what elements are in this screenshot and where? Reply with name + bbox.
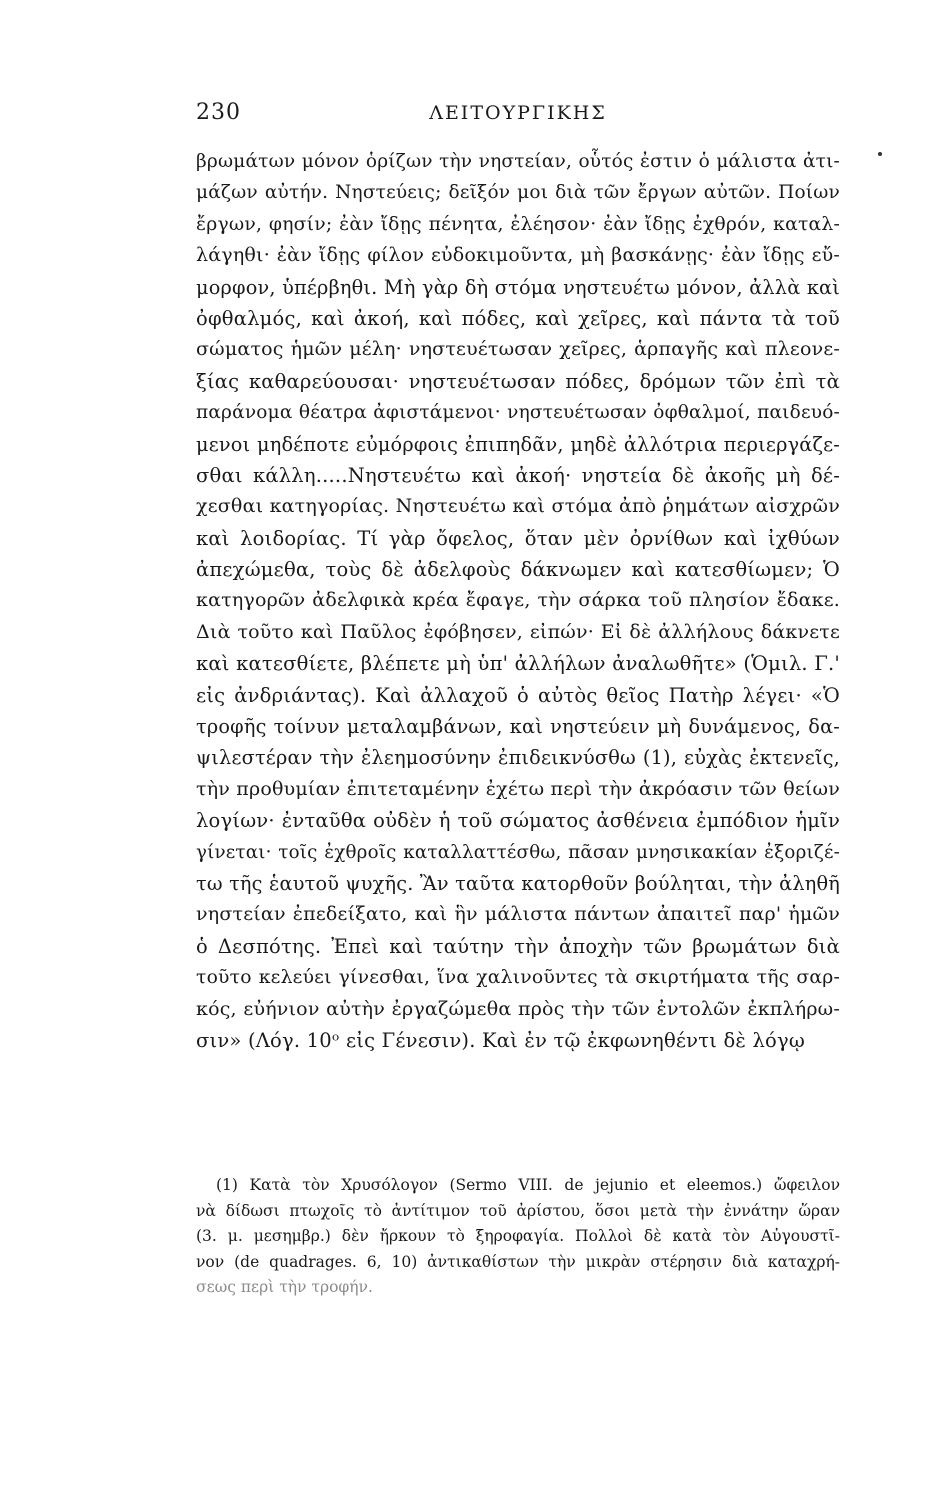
ink-speck [878,152,882,156]
body-text [196,146,840,1056]
text-line: τὴν προθυμίαν ἐπιτεταμένην ἐχέτω περὶ τὴν ἀκρόασιν τῶν θείων [196,777,840,800]
text-line: κός, εὐήνιον αὐτὴν ἐργαζώμεθα πρὸς τὴν τῶν ἐντολῶν ἐκπλήρω- [196,997,840,1020]
text-line: μενοι μηδέποτε εὐμόρφοις ἐπιπηδᾶν, μηδὲ ἀλλότρια περιεργάζε- [196,432,840,456]
text-line: σιν» (Λόγ. 10ᵒ εἰς Γένεσιν). Καὶ ἐν τῷ ἐκφωνηθέντι δὲ λόγῳ [196,1028,805,1052]
text-line: γίνεται· τοῖς ἐχθροῖς καταλλαττέσθω, πᾶσαν μνησικακίαν ἐξοριζέ- [196,841,840,863]
text-line: σθαι κάλλη.....Νηστευέτω καὶ ἀκοή· νηστεία δὲ ἀκοῆς μὴ δέ- [196,463,840,487]
footnote-line: (1) Κατὰ τὸν Χρυσόλογον (Sermo VIII. de jejunio et eleemos.) ὤφειλον [216,1176,840,1194]
text-line: ὁ Δεσπότης. Ἐπεὶ καὶ ταύτην τὴν ἀποχὴν τῶν βρωμάτων διὰ [196,934,840,958]
text-line: τροφῆς τοίνυν μεταλαμβάνων, καὶ νηστεύειν μὴ δυνάμενος, δα- [196,715,840,739]
running-head: ΛΕΙΤΟΥΡΓΙΚΗΣ [429,102,607,124]
text-line: κατηγορῶν ἀδελφικὰ κρέα ἔφαγε, τὴν σάρκα τοῦ πλησίον ἔδακε. [196,589,840,612]
footnote-line: σεως περὶ τὴν τροφήν. [196,1278,373,1297]
page-header [196,100,840,134]
footnote-line: νὰ δίδωσι πτωχοῖς τὸ ἀντίτιμον τοῦ ἀρίστου, ὅσοι μετὰ τὴν ἐννάτην ὥραν [196,1201,840,1220]
text-line: τω τῆς ἑαυτοῦ ψυχῆς. Ἂν ταῦτα κατορθοῦν βούληται, τὴν ἀληθῆ [196,871,840,895]
text-line: Διὰ τοῦτο καὶ Παῦλος ἐφόβησεν, εἰπών· Εἰ δὲ ἀλλήλους δάκνετε [196,620,840,643]
text-line: ξίας καθαρεύουσαι· νηστευέτωσαν πόδες, δρόμων τῶν ἐπὶ τὰ [196,369,840,393]
text-line: εἰς ἀνδριάντας). Καὶ ἀλλαχοῦ ὁ αὐτὸς θεῖος Πατὴρ λέγει· «Ὁ [196,683,840,707]
text-line: λάγηθι· ἐὰν ἴδῃς φίλον εὐδοκιμοῦντα, μὴ βασκάνῃς· ἐὰν ἴδῃς εὔ- [196,244,840,267]
footnote-line: νον (de quadrages. 6, 10) ἀντικαθίστων τὴν μικρὰν στέρησιν διὰ καταχρή- [196,1252,840,1271]
text-line: ἔργων, φησίν; ἐὰν ἴδῃς πένητα, ἐλέησον· ἐὰν ἴδῃς ἐχθρόν, καταλ- [196,213,840,235]
text-line: παράνομα θέατρα ἀφιστάμενοι· νηστευέτωσαν ὀφθαλμοί, παιδευό- [196,402,840,424]
text-line: λογίων· ἐνταῦθα οὐδὲν ἡ τοῦ σώματος ἀσθένεια ἐμπόδιον ἡμῖν [196,809,840,833]
text-line: μάζων αὐτήν. Νηστεύεις; δεῖξόν μοι διὰ τῶν ἔργων αὐτῶν. Ποίων [196,182,840,204]
text-line: ψιλεστέραν τὴν ἐλεημοσύνην ἐπιδεικνύσθω (1), εὐχὰς ἐκτενεῖς, [196,746,840,770]
footnote-line: (3. μ. μεσημβρ.) δὲν ἤρκουν τὸ ξηροφαγία. Πολλοὶ δὲ κατὰ τὸν Αὐγουστῖ- [196,1227,840,1246]
footnotes [196,1173,840,1301]
text-line: σώματος ἡμῶν μέλη· νηστευέτωσαν χεῖρες, ἁρπαγῆς καὶ πλεονε- [196,338,840,361]
text-line: τοῦτο κελεύει γίνεσθαι, ἵνα χαλινοῦντες τὰ σκιρτήματα τῆς σαρ- [196,967,840,989]
text-line: νηστείαν ἐπεδείξατο, καὶ ἣν μάλιστα πάντων ἀπαιτεῖ παρ' ἡμῶν [196,903,840,926]
text-line: καὶ κατεσθίετε, βλέπετε μὴ ὑπ' ἀλλήλων ἀναλωθῆτε» (Ὁμιλ. Γ.' [196,652,840,676]
page-number: 230 [196,100,241,125]
text-line: βρωμάτων μόνον ὁρίζων τὴν νηστείαν, οὗτός ἐστιν ὁ μάλιστα ἀτι- [196,151,840,172]
text-line: καὶ λοιδορίας. Τί γὰρ ὄφελος, ὅταν μὲν ὀρνίθων καὶ ἰχθύων [196,526,840,550]
text-line: ὀφθαλμός, καὶ ἀκοή, καὶ πόδες, καὶ χεῖρες, καὶ πάντα τὰ τοῦ [196,306,840,330]
text-line: μορφον, ὑπέρβηθι. Μὴ γὰρ δὴ στόμα νηστευέτω μόνον, ἀλλὰ καὶ [196,275,840,299]
text-line: χεσθαι κατηγορίας. Νηστευέτω καὶ στόμα ἀπὸ ῥημάτων αἰσχρῶν [196,495,840,518]
text-line: ἀπεχώμεθα, τοὺς δὲ ἀδελφοὺς δάκνωμεν καὶ κατεσθίωμεν; Ὁ [196,558,840,582]
